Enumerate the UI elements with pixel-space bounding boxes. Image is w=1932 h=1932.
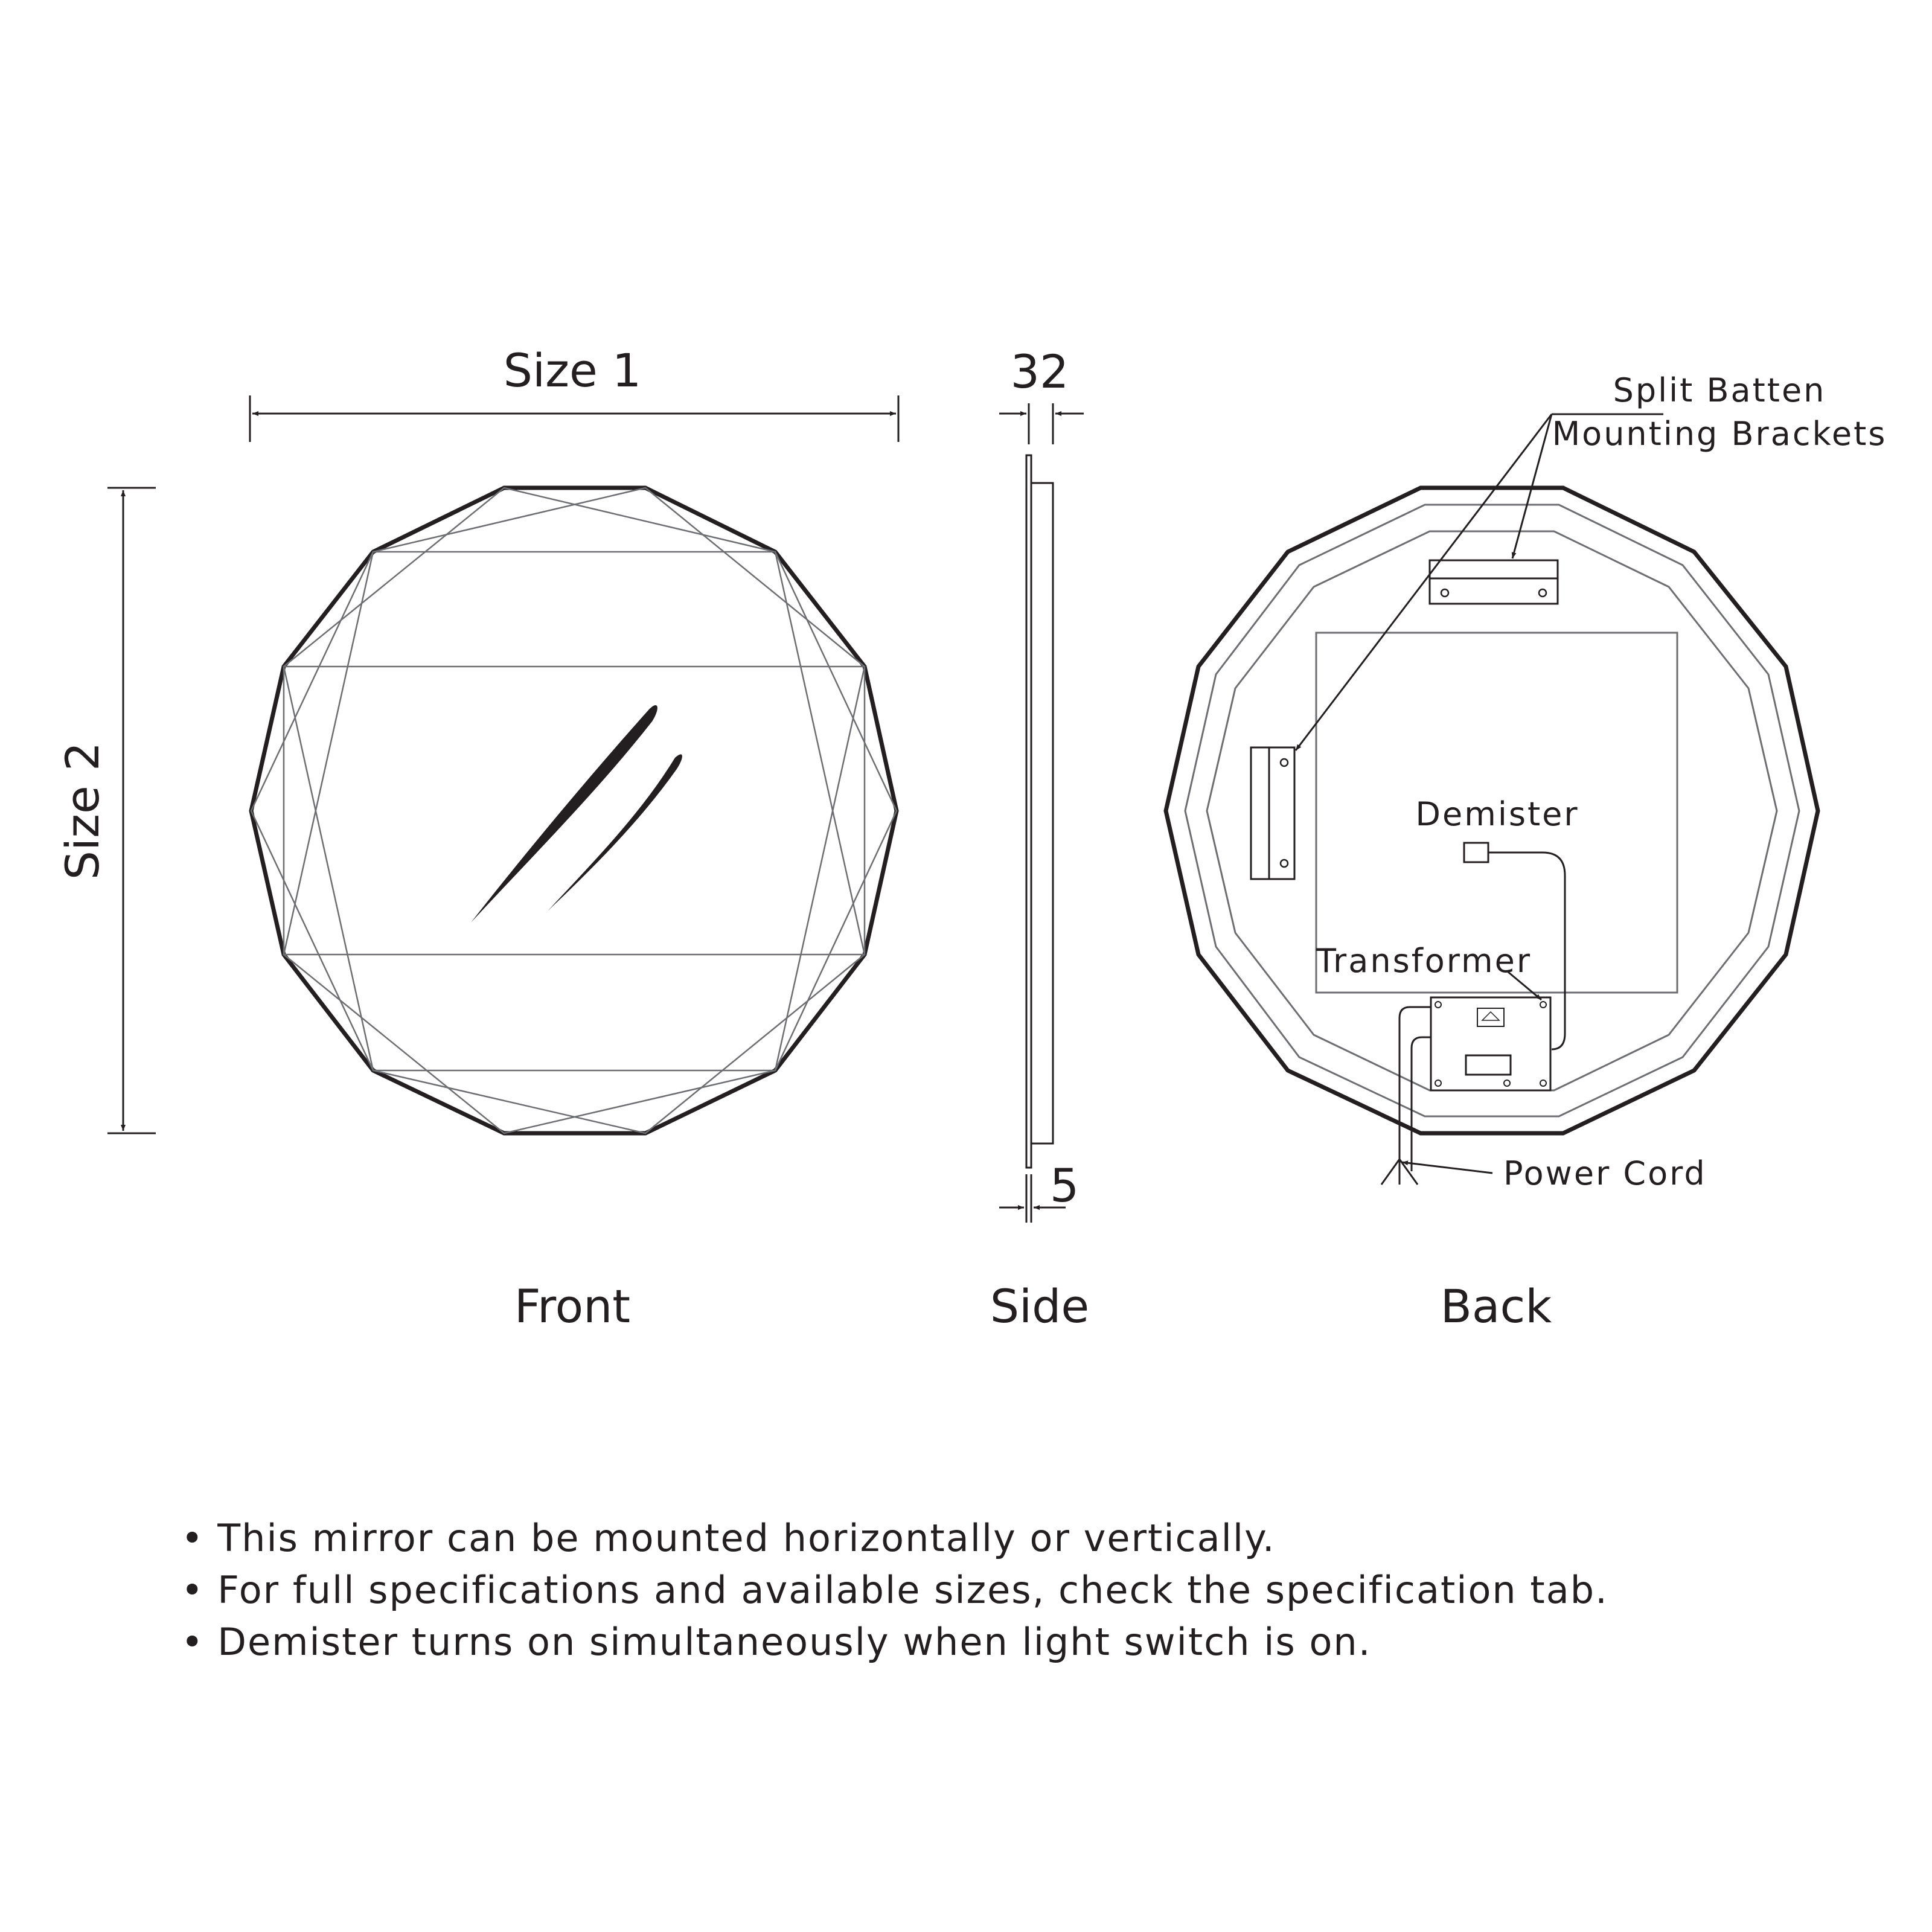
front-view xyxy=(56,344,898,1133)
width-label: Size 1 xyxy=(503,344,642,397)
transformer-terminal xyxy=(1466,1055,1511,1075)
depth-label: 32 xyxy=(1010,345,1069,398)
reflection-glint-icon xyxy=(471,705,657,923)
height-dimension xyxy=(107,488,156,1133)
transformer-label: Transformer xyxy=(1316,942,1532,980)
top-mounting-bracket xyxy=(1430,560,1558,604)
depth-dimension xyxy=(999,403,1084,444)
note-mounting: • This mirror can be mounted horizontally or vertically. xyxy=(181,1516,1276,1560)
power-cord-label: Power Cord xyxy=(1503,1154,1707,1192)
front-view-label: Front xyxy=(514,1279,631,1333)
transformer-box xyxy=(1431,997,1550,1090)
power-cord-wire xyxy=(1399,1007,1431,1164)
demister-connector xyxy=(1464,843,1488,862)
height-label: Size 2 xyxy=(56,741,109,880)
side-view-label: Side xyxy=(990,1279,1090,1333)
side-mounting-bracket xyxy=(1251,747,1294,879)
notes-list xyxy=(181,1512,1608,1668)
brackets-label-line1: Split Batten xyxy=(1613,371,1826,409)
note-demister: • Demister turns on simultaneously when light switch is on. xyxy=(181,1620,1372,1664)
width-dimension xyxy=(250,395,898,442)
reflection-glint-icon xyxy=(548,754,682,910)
side-view xyxy=(999,345,1084,1223)
glass-thickness-label: 5 xyxy=(1049,1159,1080,1212)
demister-label: Demister xyxy=(1415,795,1579,833)
back-view xyxy=(1166,371,1887,1192)
power-cord-wire xyxy=(1412,1037,1431,1171)
back-view-label: Back xyxy=(1440,1279,1552,1333)
brackets-callout-leader xyxy=(1296,414,1663,750)
transformer-warning-icon xyxy=(1477,1008,1504,1026)
power-cord-leader xyxy=(1402,1162,1492,1173)
note-specifications: • For full specifications and available sizes, check the specification tab. xyxy=(181,1568,1608,1612)
brackets-label-line2: Mounting Brackets xyxy=(1552,415,1887,453)
side-frame-backing xyxy=(1031,483,1053,1144)
